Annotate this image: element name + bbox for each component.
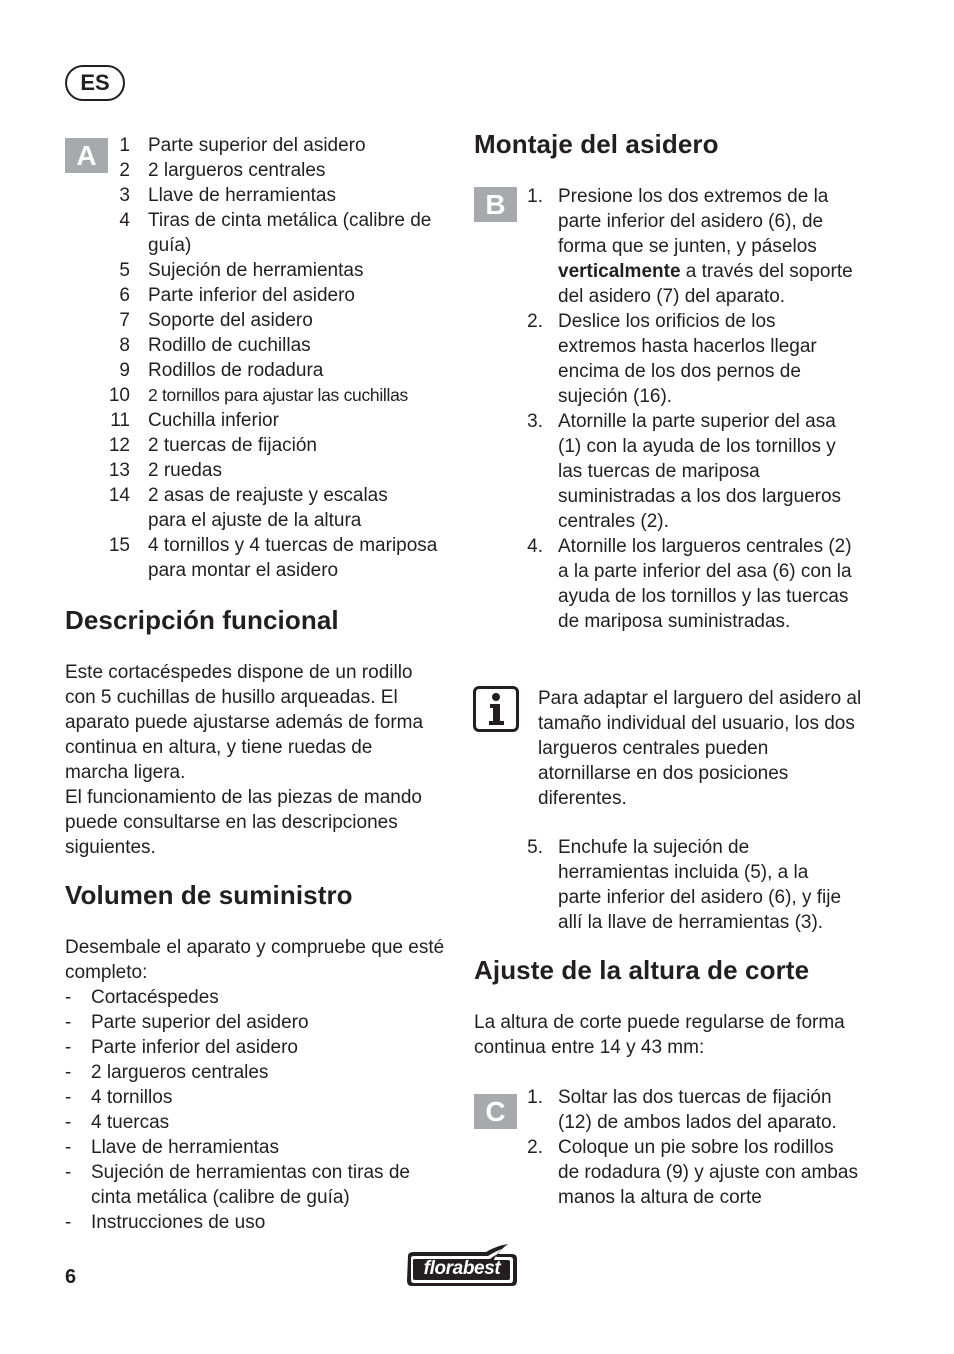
item-text: Llave de herramientas <box>148 185 336 206</box>
step-item <box>515 409 860 534</box>
cutting-height-steps <box>515 1085 860 1210</box>
item-text: 2 tuercas de fijación <box>148 435 317 456</box>
item-text: Sujeción de herramientas <box>148 260 364 281</box>
assembly-steps <box>515 184 860 634</box>
paragraph: El funcionamiento de las piezas de mando puede consultarse en las descripciones siguientes. <box>65 787 423 858</box>
section-heading-assembly: Montaje del asidero <box>474 129 719 159</box>
item-text: Instrucciones de uso <box>91 1212 266 1233</box>
section-heading-cutting-height: Ajuste de la altura de corte <box>474 955 810 985</box>
item-number: 10 <box>108 385 130 406</box>
language-badge: ES <box>65 65 125 101</box>
bullet: - <box>65 1212 72 1233</box>
item-number: 11 <box>110 410 130 431</box>
bullet: - <box>65 1137 72 1158</box>
item-text: Tiras de cinta metálica (calibre de guía) <box>148 210 432 256</box>
item-text: 2 ruedas <box>148 460 222 481</box>
figure-label-a: A <box>65 138 108 173</box>
item-text: 2 largueros centrales <box>148 160 326 181</box>
item-number: 13 <box>108 460 130 481</box>
list-item <box>65 1160 445 1210</box>
item-text: Cuchilla inferior <box>148 410 279 431</box>
bullet: - <box>65 1087 72 1108</box>
item-text: Rodillos de rodadura <box>148 360 324 381</box>
list-item <box>65 1110 445 1135</box>
item-number: 9 <box>119 360 130 381</box>
step-item <box>515 309 860 409</box>
info-icon <box>473 686 519 732</box>
list-item <box>100 258 450 283</box>
item-text: Parte inferior del asidero <box>148 285 355 306</box>
item-text: 4 tuercas <box>91 1112 170 1133</box>
step-item <box>515 534 860 634</box>
parts-list <box>100 133 450 583</box>
list-item <box>100 458 450 483</box>
step-text-part: a través del soporte del asidero (7) del aparato. <box>558 261 853 307</box>
step-text: Soltar las dos tuercas de fijación (12) de ambos lados del aparato. <box>558 1087 837 1133</box>
assembly-step-5 <box>515 835 860 935</box>
item-text: 2 largueros centrales <box>91 1062 269 1083</box>
step-text <box>558 184 860 309</box>
item-number: 3 <box>119 185 130 206</box>
list-item <box>100 433 450 458</box>
item-number: 12 <box>108 435 130 456</box>
step-text: Coloque un pie sobre los rodillos de rodadura (9) y ajuste con ambas manos la altura de corte <box>558 1137 858 1208</box>
list-item <box>65 985 445 1010</box>
item-text: Llave de herramientas <box>91 1137 279 1158</box>
item-text: 2 tornillos para ajustar las cuchillas <box>148 385 408 405</box>
bullet: - <box>65 987 72 1008</box>
info-note-text: Para adaptar el larguero del asidero al tamaño individual del usuario, los dos largueros centrales pueden atornillarse en dos posiciones diferentes. <box>538 688 862 809</box>
list-item <box>65 1060 445 1085</box>
item-number: 6 <box>119 285 130 306</box>
list-item <box>65 1085 445 1110</box>
item-text: 2 asas de reajuste y escalas para el ajuste de la altura <box>148 485 388 531</box>
item-number: 8 <box>119 335 130 356</box>
item-number: 15 <box>108 535 130 556</box>
item-text: Parte inferior del asidero <box>91 1037 298 1058</box>
supply-list <box>65 985 445 1235</box>
step-number: 1. <box>527 1087 543 1108</box>
step-number: 2. <box>527 1137 543 1158</box>
list-item <box>65 1135 445 1160</box>
step-item <box>515 835 860 935</box>
step-text-part: Presione los dos extremos de la parte inferior del asidero (6), de forma que se junten, y páselos <box>558 186 829 257</box>
item-text: Soporte del asidero <box>148 310 313 331</box>
item-text: Sujeción de herramientas con tiras de cinta metálica (calibre de guía) <box>91 1162 410 1208</box>
list-item <box>65 1010 445 1035</box>
list-item <box>100 483 450 533</box>
step-number: 3. <box>527 411 543 432</box>
step-item <box>515 1135 860 1210</box>
item-number: 1 <box>119 135 130 156</box>
list-item <box>100 308 450 333</box>
bullet: - <box>65 1012 72 1033</box>
list-item <box>100 358 450 383</box>
step-item <box>515 184 860 309</box>
bullet: - <box>65 1037 72 1058</box>
supply-intro: Desembale el aparato y compruebe que esté completo: <box>65 937 445 983</box>
list-item <box>65 1210 445 1235</box>
item-text: 4 tornillos y 4 tuercas de mariposa para montar el asidero <box>148 535 438 581</box>
item-number: 2 <box>119 160 130 181</box>
list-item <box>100 158 450 183</box>
step-number: 5. <box>527 837 543 858</box>
section-heading-functional: Descripción funcional <box>65 605 339 635</box>
list-item <box>100 408 450 433</box>
step-text: Atornille los largueros centrales (2) a la parte inferior del asa (6) con la ayuda de los tornillos y las tuercas de mariposa suministradas. <box>558 536 852 632</box>
list-item <box>100 133 450 158</box>
item-number: 4 <box>119 210 130 231</box>
step-number: 2. <box>527 311 543 332</box>
figure-label-c: C <box>474 1094 517 1129</box>
step-number: 1. <box>527 186 543 207</box>
step-number: 4. <box>527 536 543 557</box>
item-number: 7 <box>119 310 130 331</box>
item-text: 4 tornillos <box>91 1087 173 1108</box>
list-item <box>65 1035 445 1060</box>
functional-description <box>65 660 440 860</box>
list-item <box>100 533 450 583</box>
emphasis: verticalmente <box>558 261 681 282</box>
step-item <box>515 1085 860 1135</box>
item-text: Parte superior del asidero <box>148 135 366 156</box>
bullet: - <box>65 1112 72 1133</box>
item-text: Cortacéspedes <box>91 987 219 1008</box>
brand-name: florabest <box>423 1258 501 1279</box>
section-heading-supply: Volumen de suministro <box>65 880 353 910</box>
cutting-height-intro: La altura de corte puede regularse de forma continua entre 14 y 43 mm: <box>474 1012 845 1058</box>
paragraph: Este cortacéspedes dispone de un rodillo con 5 cuchillas de husillo arqueadas. El aparato puede ajustarse además de forma continua en altura, y tiene ruedas de marcha ligera. <box>65 662 424 783</box>
step-text: Enchufe la sujeción de herramientas incluida (5), a la parte inferior del asidero (6), y fije allí la llave de herramientas (3). <box>558 837 842 933</box>
item-text: Parte superior del asidero <box>91 1012 309 1033</box>
list-item <box>100 333 450 358</box>
list-item <box>100 283 450 308</box>
list-item <box>100 383 450 408</box>
page-number: 6 <box>65 1266 77 1288</box>
list-item <box>100 183 450 208</box>
item-text: Rodillo de cuchillas <box>148 335 311 356</box>
brand-logo <box>404 1242 520 1292</box>
figure-label-b: B <box>474 187 517 222</box>
bullet: - <box>65 1062 72 1083</box>
step-text: Atornille la parte superior del asa (1) con la ayuda de los tornillos y las tuercas de mariposa suministradas a los dos largueros centrales (2). <box>558 411 842 532</box>
bullet: - <box>65 1162 72 1183</box>
step-text: Deslice los orificios de los extremos hasta hacerlos llegar encima de los dos pernos de sujeción (16). <box>558 311 817 407</box>
item-number: 5 <box>119 260 130 281</box>
list-item <box>100 208 450 258</box>
item-number: 14 <box>108 485 130 506</box>
